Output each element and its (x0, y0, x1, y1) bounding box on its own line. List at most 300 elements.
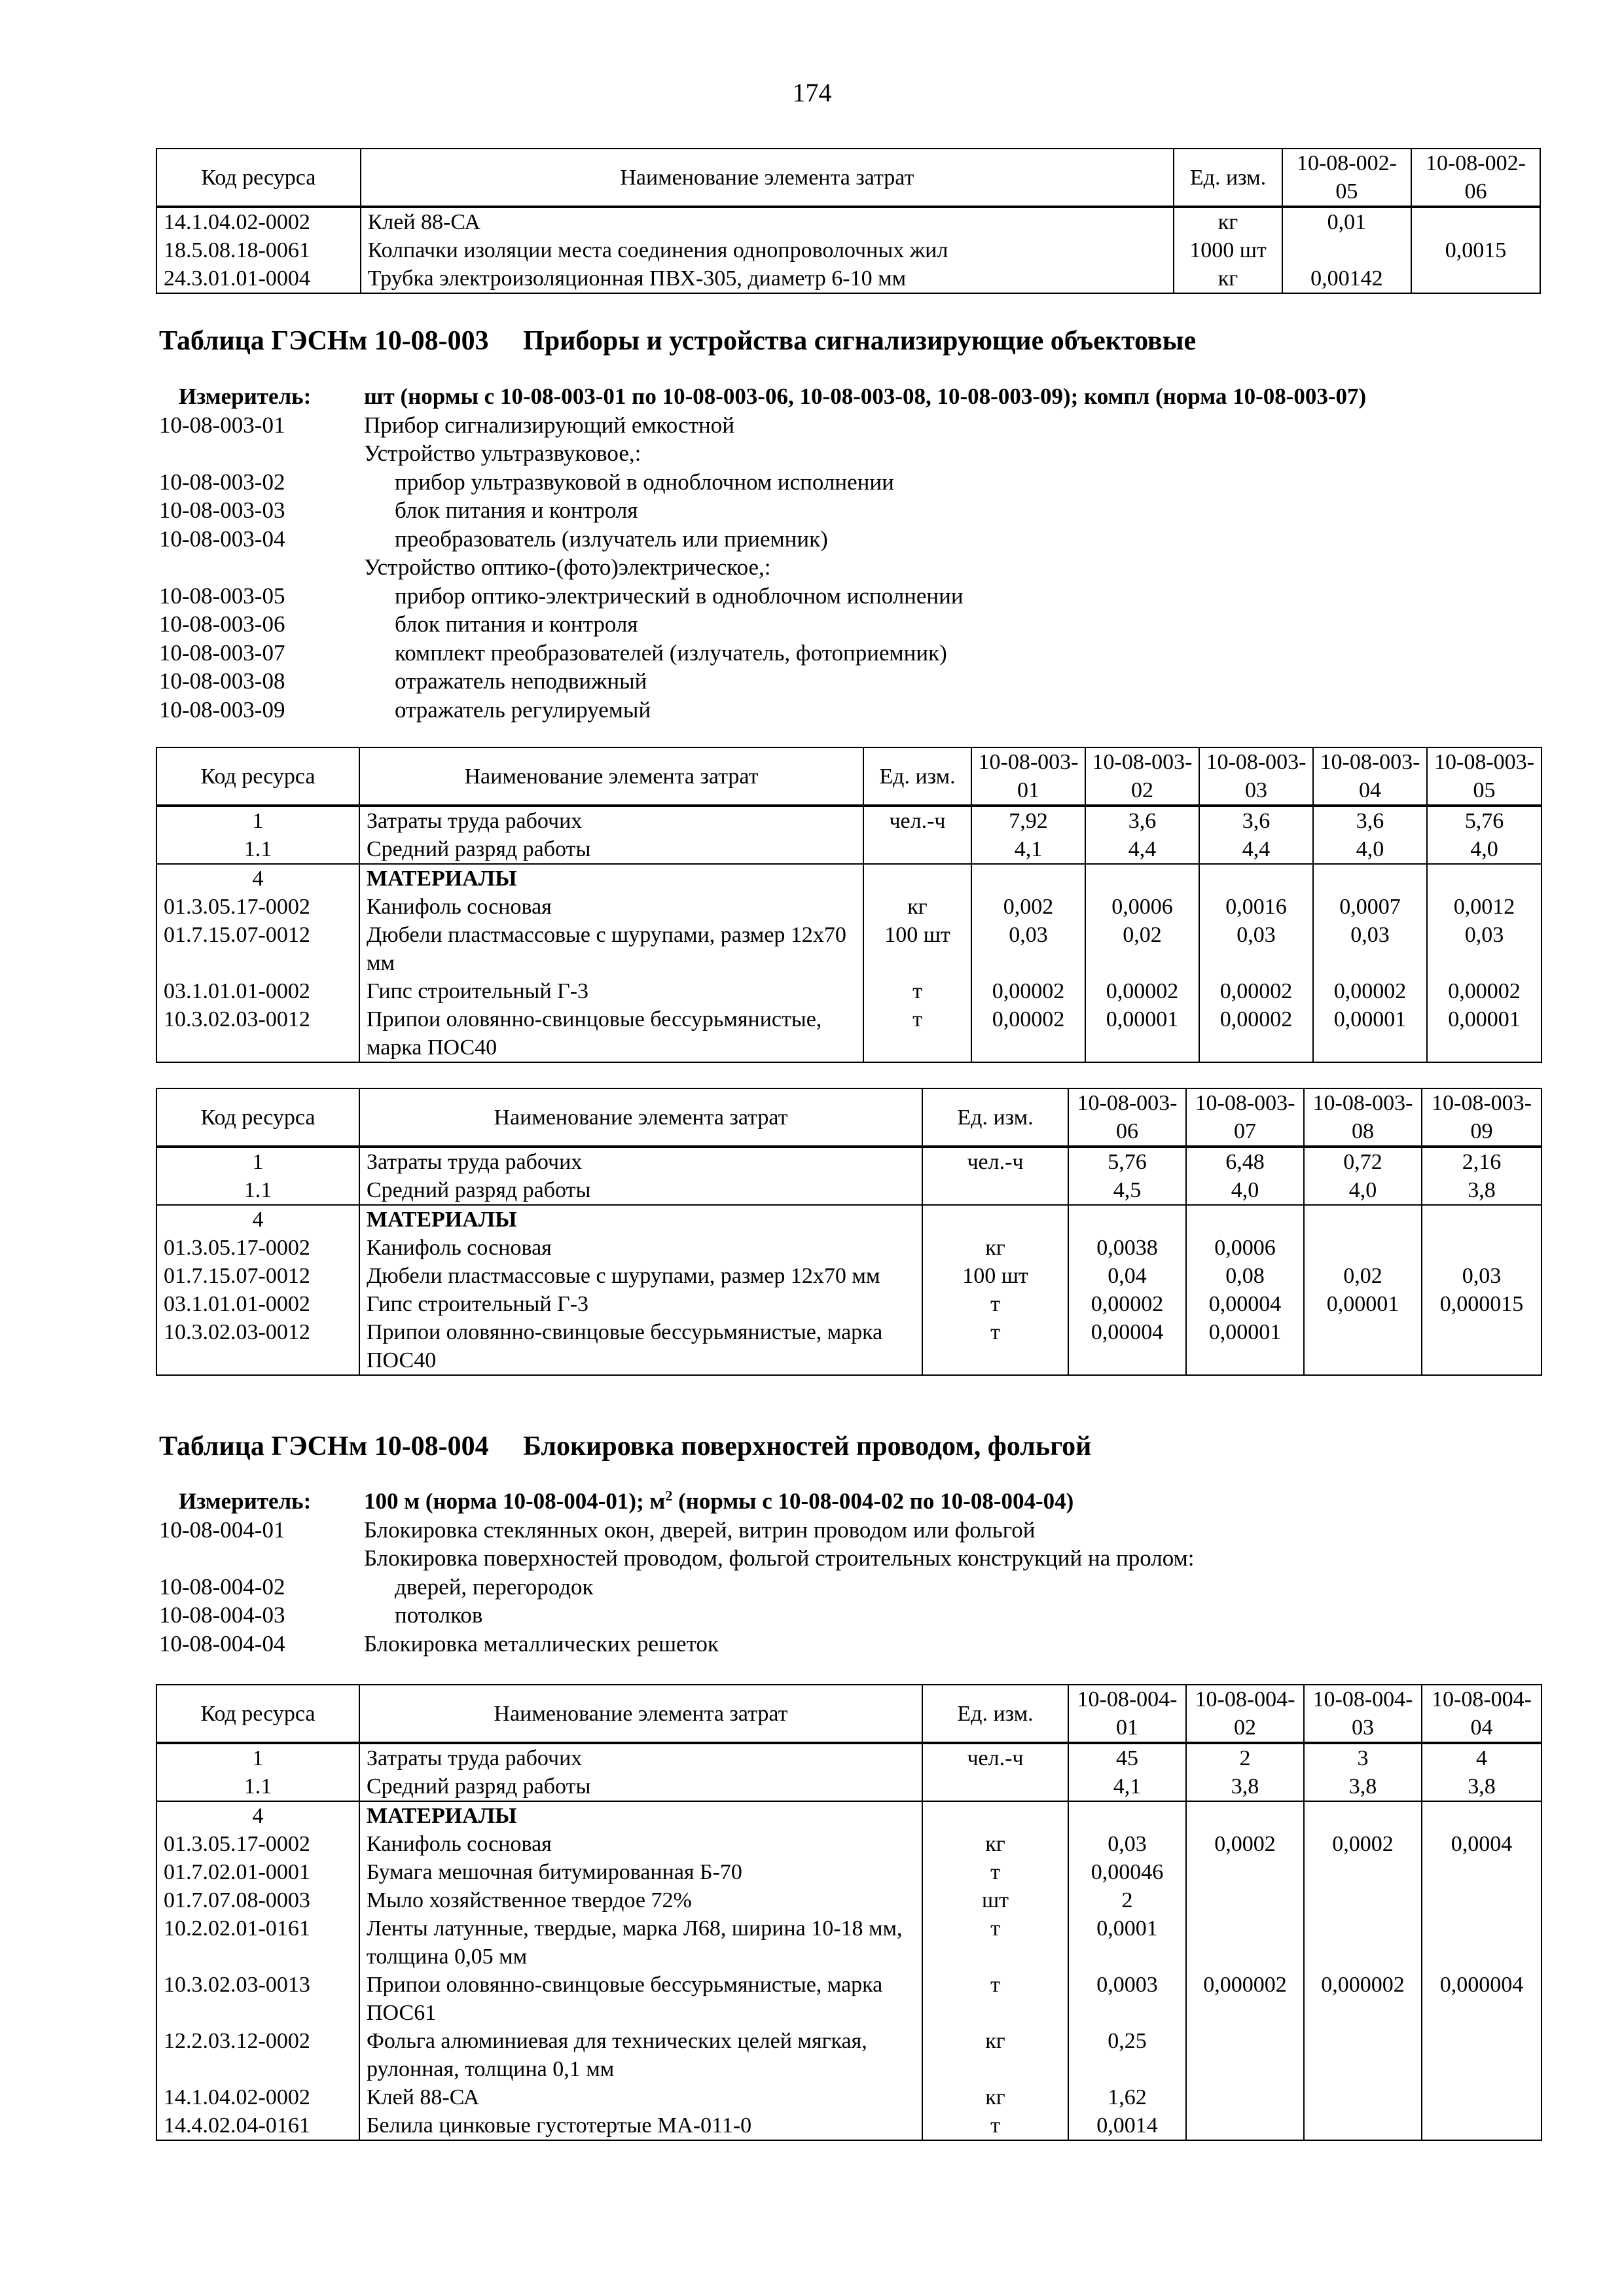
norm-value: 3,6 (1313, 806, 1427, 835)
header-norm-column: 10-08-003-09 (1422, 1088, 1542, 1147)
norm-value: 0,04 (1068, 1262, 1186, 1290)
norm-value (1411, 207, 1540, 236)
header-norm-column: 10-08-004-04 (1422, 1685, 1542, 1743)
norm-value: 0,0007 (1313, 893, 1427, 921)
norm-value: 3,6 (1199, 806, 1313, 835)
resource-unit: чел.-ч (922, 1743, 1068, 1772)
header-norm-column: 10-08-004-01 (1068, 1685, 1186, 1743)
norm-description: блок питания и контроля (395, 497, 638, 523)
norm-value (1304, 1234, 1422, 1262)
table-row (156, 1772, 1542, 1801)
resource-code: 01.7.15.07-0012 (156, 921, 359, 977)
resource-code: 01.3.05.17-0002 (156, 893, 359, 921)
norm-value: 0,0002 (1186, 1830, 1304, 1858)
resource-name: МАТЕРИАЛЫ (359, 1205, 922, 1234)
meter-label: Измеритель: (179, 1488, 312, 1514)
table-row (156, 1830, 1542, 1858)
norm-value: 0,03 (1199, 921, 1313, 977)
norm-value: 0,00002 (1199, 977, 1313, 1005)
meter-value (364, 1487, 1074, 1516)
resource-unit: шт (922, 1886, 1068, 1914)
norm-code: 10-08-004-03 (159, 1602, 285, 1628)
resource-name: Мыло хозяйственное твердое 72% (359, 1886, 922, 1914)
table-row (156, 1858, 1542, 1886)
resource-name: Белила цинковые густотертые МА-011-0 (359, 2111, 922, 2140)
table-row (156, 835, 1542, 864)
header-code: Код ресурса (156, 1088, 359, 1147)
norm-description: преобразователь (излучатель или приемник) (395, 526, 828, 552)
norm-value: 0,002 (971, 893, 1085, 921)
resource-name: Фольга алюминиевая для технических целей мягкая, рулонная, толщина 0,1 мм (359, 2027, 922, 2083)
table-row (156, 1290, 1542, 1318)
norm-value: 4,0 (1313, 835, 1427, 864)
norm-value (1422, 1886, 1542, 1914)
norm-value (1422, 1234, 1542, 1262)
norm-value (1422, 2027, 1542, 2083)
norm-code: 10-08-003-09 (159, 696, 285, 723)
table-row (156, 207, 1540, 236)
resource-code: 4 (156, 864, 359, 893)
norm-value: 0,0006 (1085, 893, 1199, 921)
norm-description: Блокировка стеклянных окон, дверей, витрин проводом или фольгой (364, 1516, 1036, 1543)
meter-value-part-b: (нормы с 10-08-004-02 по 10-08-004-04) (672, 1488, 1074, 1514)
resource-code: 14.1.04.02-0002 (156, 2083, 359, 2111)
table-title-10-08-003: Таблица ГЭСНм 10-08-003 Приборы и устройства сигнализирующие объектовые (159, 326, 1197, 356)
norm-value: 7,92 (971, 806, 1085, 835)
resource-unit (863, 864, 971, 893)
table-row (156, 977, 1542, 1005)
norm-value (1304, 2027, 1422, 2083)
norm-code: 10-08-004-02 (159, 1573, 285, 1600)
resource-name: Канифоль сосновая (359, 1830, 922, 1858)
norm-value: 0,00001 (1186, 1318, 1304, 1375)
norm-code: 10-08-003-06 (159, 611, 285, 637)
norm-value (1186, 2027, 1304, 2083)
norm-item (159, 1601, 1544, 1630)
resource-unit (922, 1772, 1068, 1801)
table-row (156, 1205, 1542, 1234)
norm-value (1085, 864, 1199, 893)
norm-item (159, 610, 1544, 639)
meter-value-part-a: 100 м (норма 10-08-004-01); м (364, 1488, 666, 1514)
norm-code: 10-08-003-03 (159, 497, 285, 523)
resource-unit (863, 835, 971, 864)
norm-value: 0,00001 (1304, 1290, 1422, 1318)
norm-description: дверей, перегородок (395, 1573, 594, 1600)
table-row (156, 1147, 1542, 1176)
page-number: 174 (792, 78, 832, 107)
table-row (156, 921, 1542, 977)
norm-value (1304, 1205, 1422, 1234)
table-header-row (156, 1685, 1542, 1743)
norm-value: 4,0 (1304, 1176, 1422, 1205)
norm-value: 0,03 (1422, 1262, 1542, 1290)
resource-name: Средний разряд работы (359, 1772, 922, 1801)
resource-code: 01.7.02.01-0001 (156, 1858, 359, 1886)
header-norm-column: 10-08-003-07 (1186, 1088, 1304, 1147)
resource-code: 10.3.02.03-0013 (156, 1971, 359, 2027)
resource-code: 10.2.02.01-0161 (156, 1914, 359, 1971)
norm-description: отражатель неподвижный (395, 668, 647, 694)
norm-code: 10-08-004-01 (159, 1516, 285, 1543)
resource-name: Затраты труда рабочих (359, 1743, 922, 1772)
norm-value (1282, 236, 1411, 264)
norm-description: комплект преобразователей (излучатель, фотоприемник) (395, 639, 947, 666)
norm-value: 2 (1068, 1886, 1186, 1914)
norm-item (159, 525, 1544, 554)
header-norm-column: 10-08-003-08 (1304, 1088, 1422, 1147)
table-row (156, 1886, 1542, 1914)
resource-name: Бумага мешочная битумированная Б-70 (359, 1858, 922, 1886)
resource-code: 24.3.01.01-0004 (156, 264, 361, 293)
resource-unit: 1000 шт (1174, 236, 1282, 264)
norm-value: 0,00004 (1068, 1318, 1186, 1375)
norm-value: 0,00046 (1068, 1858, 1186, 1886)
norm-value (1186, 1914, 1304, 1971)
norm-value: 0,00001 (1085, 1005, 1199, 1062)
norm-value (1411, 264, 1540, 293)
table-row (156, 1914, 1542, 1971)
norm-value (1304, 1801, 1422, 1830)
norm-value: 0,00002 (1085, 977, 1199, 1005)
resource-unit: чел.-ч (863, 806, 971, 835)
norm-value (1422, 2083, 1542, 2111)
norm-value (1304, 2111, 1422, 2140)
norm-value: 0,01 (1282, 207, 1411, 236)
resource-unit: 100 шт (863, 921, 971, 977)
resource-unit: т (922, 1858, 1068, 1886)
table-row (156, 2111, 1542, 2140)
norm-value: 2,16 (1422, 1147, 1542, 1176)
norm-value: 0,00002 (1068, 1290, 1186, 1318)
table-row (156, 1743, 1542, 1772)
norm-value: 0,0006 (1186, 1234, 1304, 1262)
norm-value (1186, 1886, 1304, 1914)
meter-superscript: 2 (665, 1487, 673, 1504)
table-row (156, 2027, 1542, 2083)
resource-table-10-08-002 (156, 148, 1541, 294)
resource-name: Дюбели пластмассовые с шурупами, размер 12х70 мм (359, 921, 863, 977)
norm-value (1186, 1858, 1304, 1886)
resource-code: 03.1.01.01-0002 (156, 1290, 359, 1318)
norm-description: Блокировка поверхностей проводом, фольгой строительных конструкций на пролом: (364, 1545, 1195, 1571)
table-row (156, 2083, 1542, 2111)
norm-value: 5,76 (1068, 1147, 1186, 1176)
norm-description: Устройство оптико-(фото)электрическое,: (364, 554, 771, 580)
resource-code: 4 (156, 1801, 359, 1830)
norm-value (1422, 1914, 1542, 1971)
resource-name: Гипс строительный Г-3 (359, 977, 863, 1005)
norm-code: 10-08-003-08 (159, 668, 285, 694)
norm-value: 0,0015 (1411, 236, 1540, 264)
norm-value: 4,1 (1068, 1772, 1186, 1801)
resource-code: 01.7.15.07-0012 (156, 1262, 359, 1290)
norm-value: 0,00002 (971, 1005, 1085, 1062)
resource-unit (922, 1801, 1068, 1830)
header-norm-column: 10-08-003-01 (971, 747, 1085, 806)
norm-value (1068, 1801, 1186, 1830)
resource-unit: т (922, 1290, 1068, 1318)
resource-code: 1.1 (156, 1772, 359, 1801)
resource-name: Гипс строительный Г-3 (359, 1290, 922, 1318)
resource-table-10-08-003-b (156, 1088, 1542, 1376)
norm-value: 4,4 (1085, 835, 1199, 864)
resource-name: Припои оловянно-свинцовые бессурьмянистые, марка ПОС61 (359, 1971, 922, 2027)
resource-name: Клей 88-СА (361, 207, 1174, 236)
table-row (156, 1318, 1542, 1375)
resource-code: 1.1 (156, 835, 359, 864)
header-norm-column: 10-08-003-03 (1199, 747, 1313, 806)
resource-name: Канифоль сосновая (359, 1234, 922, 1262)
norm-value: 0,00001 (1313, 1005, 1427, 1062)
header-norm-column: 10-08-003-05 (1427, 747, 1542, 806)
resource-code: 01.7.07.08-0003 (156, 1886, 359, 1914)
norm-value: 3,8 (1304, 1772, 1422, 1801)
norm-value: 0,00142 (1282, 264, 1411, 293)
resource-unit: кг (922, 1830, 1068, 1858)
norm-value: 0,0014 (1068, 2111, 1186, 2140)
resource-unit: т (863, 977, 971, 1005)
norm-value: 0,25 (1068, 2027, 1186, 2083)
norm-value: 0,000015 (1422, 1290, 1542, 1318)
resource-name: Ленты латунные, твердые, марка Л68, ширина 10-18 мм, толщина 0,05 мм (359, 1914, 922, 1971)
resource-code: 1.1 (156, 1176, 359, 1205)
norm-value: 0,0003 (1068, 1971, 1186, 2027)
norm-value (1199, 864, 1313, 893)
resource-code: 18.5.08.18-0061 (156, 236, 361, 264)
table-row (156, 264, 1540, 293)
norm-code: 10-08-003-07 (159, 639, 285, 666)
resource-code: 4 (156, 1205, 359, 1234)
table-row (156, 864, 1542, 893)
norm-description: Прибор сигнализирующий емкостной (364, 412, 734, 438)
header-norm-column: 10-08-003-04 (1313, 747, 1427, 806)
table-header-row (156, 1088, 1542, 1147)
resource-name: Припои оловянно-свинцовые бессурьмянистые, марка ПОС40 (359, 1318, 922, 1375)
norm-code: 10-08-004-04 (159, 1630, 285, 1657)
resource-unit: кг (1174, 264, 1282, 293)
table-header-row (156, 149, 1540, 207)
resource-name: МАТЕРИАЛЫ (359, 864, 863, 893)
header-norm-column: 10-08-004-02 (1186, 1685, 1304, 1743)
resource-code: 03.1.01.01-0002 (156, 977, 359, 1005)
header-unit: Ед. изм. (922, 1685, 1068, 1743)
table-row (156, 1234, 1542, 1262)
norm-description: Устройство ультразвуковое,: (364, 440, 641, 466)
resource-unit (922, 1205, 1068, 1234)
resource-unit: кг (922, 2027, 1068, 2083)
resource-unit: кг (922, 1234, 1068, 1262)
norm-code: 10-08-003-01 (159, 412, 285, 438)
resource-unit: кг (1174, 207, 1282, 236)
norm-value: 0,00004 (1186, 1290, 1304, 1318)
meter-block-10-08-004 (159, 1487, 1544, 1658)
norm-description: потолков (395, 1602, 483, 1628)
table-title-10-08-004: Таблица ГЭСНм 10-08-004 Блокировка поверхностей проводом, фольгой (159, 1431, 1092, 1462)
norm-item (159, 1630, 1544, 1659)
resource-name: Клей 88-СА (359, 2083, 922, 2111)
norm-value (1422, 1858, 1542, 1886)
norm-item (159, 1516, 1544, 1545)
norm-value: 0,0012 (1427, 893, 1542, 921)
resource-unit: т (863, 1005, 971, 1062)
norm-item (159, 1544, 1544, 1573)
norm-value: 0,0004 (1422, 1830, 1542, 1858)
table-row (156, 1262, 1542, 1290)
norm-value: 0,03 (1068, 1830, 1186, 1858)
norm-value: 6,48 (1186, 1147, 1304, 1176)
table-row (156, 236, 1540, 264)
norm-value (1186, 2111, 1304, 2140)
norm-value: 3 (1304, 1743, 1422, 1772)
norm-code: 10-08-003-04 (159, 526, 285, 552)
table-row (156, 1801, 1542, 1830)
resource-name: Припои оловянно-свинцовые бессурьмянистые, марка ПОС40 (359, 1005, 863, 1062)
norm-value (1422, 1801, 1542, 1830)
resource-unit: т (922, 2111, 1068, 2140)
header-norm-column: 10-08-004-03 (1304, 1685, 1422, 1743)
resource-unit: т (922, 1914, 1068, 1971)
norm-value (1422, 1205, 1542, 1234)
norm-item (159, 1573, 1544, 1602)
meter-value: шт (нормы с 10-08-003-01 по 10-08-003-06, 10-08-003-08, 10-08-003-09); компл (норма 10-08-003-07) (364, 384, 1367, 409)
resource-unit: т (922, 1318, 1068, 1375)
norm-value (1304, 1318, 1422, 1375)
norm-value: 4,0 (1186, 1176, 1304, 1205)
header-code: Код ресурса (156, 1685, 359, 1743)
norm-value: 3,6 (1085, 806, 1199, 835)
norm-value: 0,00002 (971, 977, 1085, 1005)
norm-item (159, 696, 1544, 725)
norm-value: 4,0 (1427, 835, 1542, 864)
resource-table-10-08-003-a (156, 747, 1542, 1063)
resource-name: Затраты труда рабочих (359, 1147, 922, 1176)
resource-name: Средний разряд работы (359, 1176, 922, 1205)
header-unit: Ед. изм. (922, 1088, 1068, 1147)
resource-code: 10.3.02.03-0012 (156, 1005, 359, 1062)
norm-value: 3,8 (1422, 1176, 1542, 1205)
resource-code: 1 (156, 1743, 359, 1772)
resource-unit (922, 1176, 1068, 1205)
norm-value: 0,0016 (1199, 893, 1313, 921)
resource-code: 01.3.05.17-0002 (156, 1830, 359, 1858)
table-row (156, 1971, 1542, 2027)
resource-code: 1 (156, 1147, 359, 1176)
norm-description: Блокировка металлических решеток (364, 1630, 719, 1657)
norm-value: 0,0001 (1068, 1914, 1186, 1971)
norm-value: 0,00002 (1427, 977, 1542, 1005)
norm-value (1304, 1914, 1422, 1971)
resource-unit: 100 шт (922, 1262, 1068, 1290)
resource-table-10-08-004 (156, 1684, 1542, 2141)
norm-value: 5,76 (1427, 806, 1542, 835)
meter-block-10-08-003 (159, 382, 1544, 724)
resource-name: Канифоль сосновая (359, 893, 863, 921)
resource-name: МАТЕРИАЛЫ (359, 1801, 922, 1830)
resource-code: 1 (156, 806, 359, 835)
table-row (156, 1176, 1542, 1205)
norm-value (1186, 1205, 1304, 1234)
norm-description: прибор оптико-электрический в одноблочном исполнении (395, 583, 964, 609)
header-norm-column: 10-08-002-06 (1411, 149, 1540, 207)
norm-value: 0,000002 (1186, 1971, 1304, 2027)
norm-value: 45 (1068, 1743, 1186, 1772)
norm-item (159, 439, 1544, 468)
norm-item (159, 496, 1544, 525)
norm-value: 0,00002 (1199, 1005, 1313, 1062)
norm-value (1422, 1318, 1542, 1375)
norm-value (1304, 1886, 1422, 1914)
resource-unit: т (922, 1971, 1068, 2027)
resource-code: 10.3.02.03-0012 (156, 1318, 359, 1375)
norm-value (1313, 864, 1427, 893)
norm-value: 0,08 (1186, 1262, 1304, 1290)
resource-name: Затраты труда рабочих (359, 806, 863, 835)
header-norm-column: 10-08-003-02 (1085, 747, 1199, 806)
meter-label: Измеритель: (179, 384, 312, 409)
norm-description: блок питания и контроля (395, 611, 638, 637)
table-header-row (156, 747, 1542, 806)
norm-value (1068, 1205, 1186, 1234)
norm-value (971, 864, 1085, 893)
norm-item (159, 411, 1544, 440)
resource-name: Колпачки изоляции места соединения однопроволочных жил (361, 236, 1174, 264)
norm-value: 4,1 (971, 835, 1085, 864)
norm-value (1186, 1801, 1304, 1830)
resource-unit: кг (922, 2083, 1068, 2111)
header-code: Код ресурса (156, 747, 359, 806)
header-unit: Ед. изм. (1174, 149, 1282, 207)
norm-value: 0,000004 (1422, 1971, 1542, 2027)
norm-value: 0,03 (971, 921, 1085, 977)
resource-code: 01.3.05.17-0002 (156, 1234, 359, 1262)
norm-code: 10-08-003-02 (159, 469, 285, 495)
resource-code: 12.2.03.12-0002 (156, 2027, 359, 2083)
norm-value: 4 (1422, 1743, 1542, 1772)
norm-item (159, 639, 1544, 668)
norm-value: 3,8 (1422, 1772, 1542, 1801)
norm-value: 0,02 (1085, 921, 1199, 977)
norm-value: 2 (1186, 1743, 1304, 1772)
resource-name: Дюбели пластмассовые с шурупами, размер 12х70 мм (359, 1262, 922, 1290)
resource-code: 14.1.04.02-0002 (156, 207, 361, 236)
header-name: Наименование элемента затрат (359, 1088, 922, 1147)
norm-item (159, 582, 1544, 611)
header-name: Наименование элемента затрат (359, 747, 863, 806)
norm-value: 0,03 (1313, 921, 1427, 977)
norm-value: 0,00002 (1313, 977, 1427, 1005)
resource-code: 14.4.02.04-0161 (156, 2111, 359, 2140)
norm-value: 0,0002 (1304, 1830, 1422, 1858)
resource-name: Средний разряд работы (359, 835, 863, 864)
header-unit: Ед. изм. (863, 747, 971, 806)
table-row (156, 893, 1542, 921)
norm-value: 0,02 (1304, 1262, 1422, 1290)
header-code: Код ресурса (156, 149, 361, 207)
norm-value (1422, 2111, 1542, 2140)
norm-value: 0,0038 (1068, 1234, 1186, 1262)
norm-value: 0,72 (1304, 1147, 1422, 1176)
norm-value (1304, 2083, 1422, 2111)
norm-value (1186, 2083, 1304, 2111)
header-norm-column: 10-08-002-05 (1282, 149, 1411, 207)
resource-name: Трубка электроизоляционная ПВХ-305, диаметр 6-10 мм (361, 264, 1174, 293)
norm-value: 0,03 (1427, 921, 1542, 977)
norm-value (1304, 1858, 1422, 1886)
norm-value: 3,8 (1186, 1772, 1304, 1801)
norm-value: 0,000002 (1304, 1971, 1422, 2027)
header-norm-column: 10-08-003-06 (1068, 1088, 1186, 1147)
